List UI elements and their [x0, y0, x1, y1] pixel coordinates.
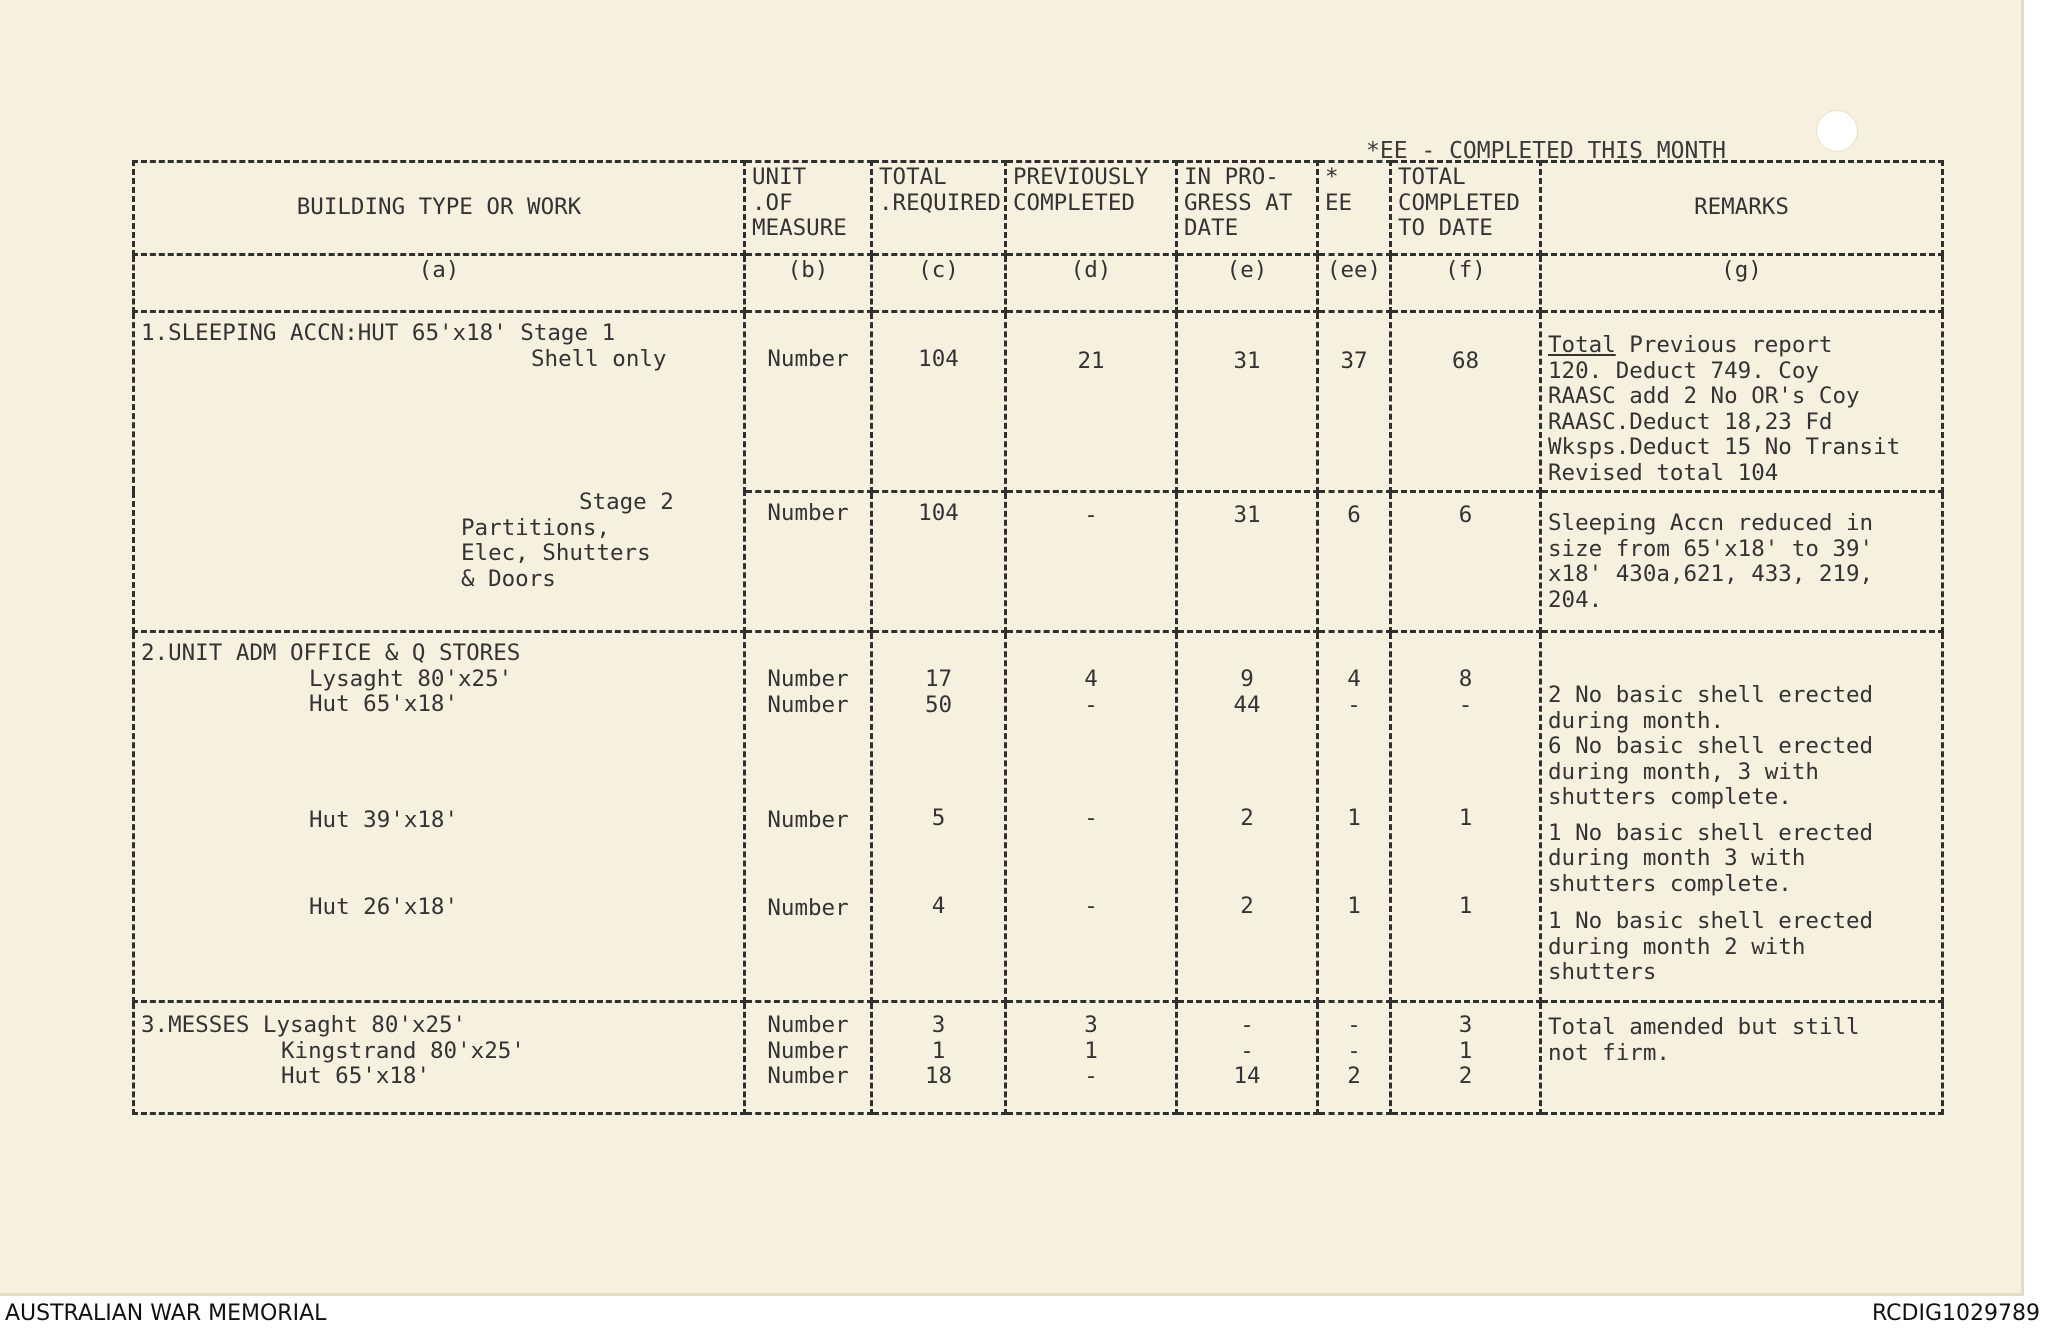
footer-credit: AUSTRALIAN WAR MEMORIAL	[5, 1301, 327, 1326]
section3-prog: - - 14	[1177, 1002, 1318, 1114]
letter-f: (f)	[1391, 255, 1541, 312]
section2-totals: 17 50 5 4	[872, 632, 1006, 1002]
table-row	[134, 632, 1943, 1002]
section3-title: 3.MESSES Lysaght 80'x25'	[141, 1012, 467, 1038]
section1-title: 1.SLEEPING ACCN:HUT 65'x18' Stage 1	[141, 320, 616, 346]
s1-ee: 37	[1318, 312, 1391, 492]
section2-ee: 4 - 1 1	[1318, 632, 1391, 1002]
s1-done: 68	[1391, 312, 1541, 492]
section2-remarks: 2 No basic shell erected during month. 6 No basic shell erected during month, 3 with shutters complete. 1 No basic shell erected during month 3 with shutters complete. 1 No basic shell erected during month 2 with shutters	[1541, 632, 1943, 1002]
col-total-required: TOTAL .REQUIRED	[872, 162, 1006, 255]
works-table-wrapper	[132, 160, 1941, 1115]
section2-prog: 9 44 2 2	[1177, 632, 1318, 1002]
section1-stage1-sub: Shell only	[531, 345, 667, 372]
section2-done: 8 - 1 1	[1391, 632, 1541, 1002]
punch-hole	[1816, 110, 1858, 152]
letter-c: (c)	[872, 255, 1006, 312]
letter-g: (g)	[1541, 255, 1943, 312]
column-letters-row	[134, 255, 1943, 312]
s1-unit: Number	[745, 312, 872, 492]
letter-b: (b)	[745, 255, 872, 312]
s2-unit: Number	[745, 492, 872, 632]
s2-prog: 31	[1177, 492, 1318, 632]
header-row	[134, 162, 1943, 255]
s2-ee: 6	[1318, 492, 1391, 632]
letter-e: (e)	[1177, 255, 1318, 312]
footer-record-id: RCDIG1029789	[1871, 1301, 2040, 1326]
section1-label-cell	[134, 312, 745, 632]
letter-d: (d)	[1006, 255, 1177, 312]
header-note: *EE - COMPLETED THIS MONTH	[1366, 138, 1727, 164]
section2-units: Number Number Number Number	[745, 632, 872, 1002]
s1-total: 104	[872, 312, 1006, 492]
s2-prev: -	[1006, 492, 1177, 632]
section2-title: 2.UNIT ADM OFFICE & Q STORES	[141, 640, 521, 666]
section3-totals: 3 1 18	[872, 1002, 1006, 1114]
s2-done: 6	[1391, 492, 1541, 632]
s1-remarks: Total Previous report 120. Deduct 749. Coy RAASC add 2 No OR's Coy RAASC.Deduct 18,23 Fd Wksps.Deduct 15 No Transit Revised total 104	[1541, 312, 1943, 492]
letter-ee: (ee)	[1318, 255, 1391, 312]
section1-stage2-label: Stage 2 Partitions, Elec, Shutters & Doors	[461, 489, 674, 592]
col-total-completed: TOTAL COMPLETED TO DATE	[1391, 162, 1541, 255]
works-progress-table	[132, 160, 1944, 1115]
section3-ee: - - 2	[1318, 1002, 1391, 1114]
col-remarks: REMARKS	[1541, 162, 1943, 255]
section3-remarks: Total amended but still not firm.	[1541, 1002, 1943, 1114]
col-building-type: BUILDING TYPE OR WORK	[134, 162, 745, 255]
col-unit-of-measure: UNIT .OF MEASURE	[745, 162, 872, 255]
section3-label-cell: 3.MESSES Lysaght 80'x25' Kingstrand 80'x25' Hut 65'x18'	[134, 1002, 745, 1114]
s2-total: 104	[872, 492, 1006, 632]
section2-label-cell: 2.UNIT ADM OFFICE & Q STORES Lysaght 80'x25' Hut 65'x18' Hut 39'x18' Hut 26'x18'	[134, 632, 745, 1002]
section2-prev: 4 - - -	[1006, 632, 1177, 1002]
table-row	[134, 1002, 1943, 1114]
section3-units: Number Number Number	[745, 1002, 872, 1114]
table-row	[134, 312, 1943, 492]
s1-prev: 21	[1006, 312, 1177, 492]
s2-remarks: Sleeping Accn reduced in size from 65'x18' to 39' x18' 430a,621, 433, 219, 204.	[1541, 492, 1943, 632]
letter-a: (a)	[134, 255, 745, 312]
s1-prog: 31	[1177, 312, 1318, 492]
section3-prev: 3 1 -	[1006, 1002, 1177, 1114]
col-previously-completed: PREVIOUSLY COMPLETED	[1006, 162, 1177, 255]
col-in-progress: IN PRO- GRESS AT DATE	[1177, 162, 1318, 255]
section3-done: 3 1 2	[1391, 1002, 1541, 1114]
col-ee: * EE	[1318, 162, 1391, 255]
